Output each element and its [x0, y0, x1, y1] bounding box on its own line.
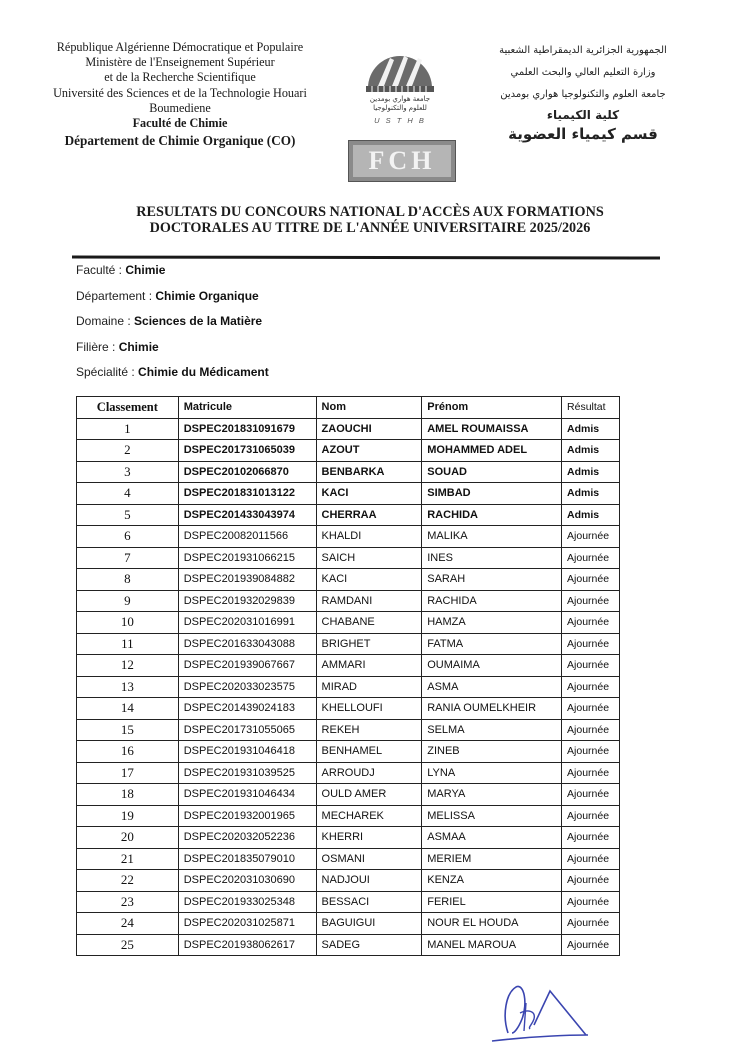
resultat-cell: Ajournée	[562, 784, 620, 806]
prenom-cell: MALIKA	[422, 526, 562, 548]
table-row	[77, 913, 620, 935]
resultat-cell: Ajournée	[562, 913, 620, 935]
usthb-arabic-line-2: للعلوم والتكنولوجيا	[373, 104, 427, 112]
matricule-cell: DSPEC201939067667	[178, 655, 316, 677]
rank-cell: 20	[77, 827, 179, 849]
matricule-cell: DSPEC202032052236	[178, 827, 316, 849]
table-row	[77, 590, 620, 612]
title-line-2: DOCTORALES AU TITRE DE L'ANNÉE UNIVERSITAIRE 2025/2026	[149, 220, 591, 236]
header-republic-ar: الجمهورية الجزائرية الديمقراطية الشعبية	[499, 45, 667, 56]
resultat-cell: Ajournée	[562, 891, 620, 913]
matricule-cell: DSPEC202031030690	[178, 870, 316, 892]
prenom-cell: MOHAMMED ADEL	[422, 440, 562, 462]
table-header-row	[77, 397, 620, 419]
table-row	[77, 741, 620, 763]
results-table	[76, 396, 620, 956]
header-matricule: Matricule	[178, 397, 316, 419]
nom-cell: CHABANE	[316, 612, 422, 634]
document-title	[70, 204, 670, 236]
table-row	[77, 418, 620, 440]
table-row	[77, 461, 620, 483]
resultat-cell: Admis	[562, 461, 620, 483]
rank-cell: 1	[77, 418, 179, 440]
prenom-cell: HAMZA	[422, 612, 562, 634]
matricule-cell: DSPEC201931066215	[178, 547, 316, 569]
prenom-cell: SIMBAD	[422, 483, 562, 505]
rank-cell: 23	[77, 891, 179, 913]
prenom-cell: INES	[422, 547, 562, 569]
info-value: Chimie	[118, 339, 159, 354]
prenom-cell: KENZA	[422, 870, 562, 892]
table-row	[77, 891, 620, 913]
matricule-cell: DSPEC201831091679	[178, 418, 316, 440]
resultat-cell: Ajournée	[562, 762, 620, 784]
rank-cell: 6	[77, 526, 179, 548]
table-row	[77, 848, 620, 870]
resultat-cell: Ajournée	[562, 612, 620, 634]
header-department: Département de Chimie Organique (CO)	[64, 133, 296, 149]
nom-cell: BAGUIGUI	[316, 913, 422, 935]
prenom-cell: MARYA	[422, 784, 562, 806]
matricule-cell: DSPEC201932001965	[178, 805, 316, 827]
rank-cell: 2	[77, 440, 179, 462]
header-faculty-ar: كلية الكيمياء	[546, 108, 620, 122]
rank-cell: 21	[77, 848, 179, 870]
nom-cell: OSMANI	[316, 848, 422, 870]
header-right-block	[468, 40, 698, 144]
matricule-cell: DSPEC201633043088	[178, 633, 316, 655]
rank-cell: 3	[77, 461, 179, 483]
rank-cell: 11	[77, 633, 179, 655]
nom-cell: MECHAREK	[316, 805, 422, 827]
matricule-cell: DSPEC202033023575	[178, 676, 316, 698]
table-body	[77, 418, 620, 956]
header-university: Université des Sciences et de la Technologie Houari	[53, 85, 307, 100]
table-row	[77, 805, 620, 827]
rank-cell: 24	[77, 913, 179, 935]
prenom-cell: NOUR EL HOUDA	[422, 913, 562, 935]
rank-cell: 9	[77, 590, 179, 612]
info-label: Filière :	[76, 339, 119, 354]
resultat-cell: Ajournée	[562, 655, 620, 677]
matricule-cell: DSPEC201731065039	[178, 440, 316, 462]
info-field	[76, 339, 269, 365]
prenom-cell: MELISSA	[422, 805, 562, 827]
nom-cell: KHELLOUFI	[316, 698, 422, 720]
matricule-cell: DSPEC201931046418	[178, 741, 316, 763]
info-specialty	[76, 364, 269, 390]
rank-cell: 19	[77, 805, 179, 827]
table-row	[77, 655, 620, 677]
matricule-cell: DSPEC202031016991	[178, 612, 316, 634]
title-divider	[72, 255, 660, 259]
nom-cell: SAICH	[316, 547, 422, 569]
usthb-letters: U S T H B	[374, 116, 426, 125]
matricule-cell: DSPEC201831013122	[178, 483, 316, 505]
table-row	[77, 504, 620, 526]
table-row	[77, 719, 620, 741]
header-university-2: Boumediene	[149, 100, 211, 115]
resultat-cell: Admis	[562, 504, 620, 526]
info-department	[76, 288, 269, 314]
matricule-cell: DSPEC201938062617	[178, 934, 316, 956]
nom-cell: KHERRI	[316, 827, 422, 849]
resultat-cell: Ajournée	[562, 934, 620, 956]
info-label: Département :	[76, 288, 156, 303]
table-row	[77, 784, 620, 806]
header-university-ar: جامعة العلوم والتكنولوجيا هواري بومدين	[500, 89, 666, 100]
rank-cell: 18	[77, 784, 179, 806]
header-republic: République Algérienne Démocratique et Populaire	[56, 40, 304, 54]
prenom-cell: RANIA OUMELKHEIR	[422, 698, 562, 720]
info-value: Chimie	[125, 263, 166, 277]
nom-cell: CHERRAA	[316, 504, 422, 526]
nom-cell: ZAOUCHI	[316, 418, 422, 440]
prenom-cell: RACHIDA	[422, 590, 562, 612]
usthb-arabic-line-1: جامعة هواري بومدين	[369, 95, 431, 103]
resultat-cell: Ajournée	[562, 719, 620, 741]
rank-cell: 12	[77, 655, 179, 677]
prenom-cell: ASMA	[422, 676, 562, 698]
rank-cell: 7	[77, 547, 179, 569]
rank-cell: 4	[77, 483, 179, 505]
resultat-cell: Ajournée	[562, 827, 620, 849]
matricule-cell: DSPEC201931039525	[178, 762, 316, 784]
rank-cell: 22	[77, 870, 179, 892]
rank-cell: 25	[77, 934, 179, 956]
header-rank: Classement	[77, 397, 179, 419]
header-ministry-2: et de la Recherche Scientifique	[104, 70, 256, 85]
fch-logo-text: FCH	[368, 146, 436, 175]
nom-cell: KACI	[316, 483, 422, 505]
nom-cell: MIRAD	[316, 676, 422, 698]
nom-cell: SADEG	[316, 934, 422, 956]
program-info	[76, 262, 269, 390]
rank-cell: 16	[77, 741, 179, 763]
rank-cell: 10	[77, 612, 179, 634]
header-prenom: Prénom	[422, 397, 562, 419]
table-row	[77, 698, 620, 720]
table-row	[77, 870, 620, 892]
header-left-block	[30, 40, 330, 148]
matricule-cell: DSPEC201439024183	[178, 698, 316, 720]
signature	[488, 975, 598, 1045]
matricule-cell: DSPEC20082011566	[178, 526, 316, 548]
rank-cell: 5	[77, 504, 179, 526]
rank-cell: 8	[77, 569, 179, 591]
prenom-cell: ASMAA	[422, 827, 562, 849]
prenom-cell: AMEL ROUMAISSA	[422, 418, 562, 440]
usthb-logo	[350, 40, 450, 130]
prenom-cell: MERIEM	[422, 848, 562, 870]
prenom-cell: RACHIDA	[422, 504, 562, 526]
info-value: Sciences de la Matière	[134, 314, 263, 328]
title-line-1: RESULTATS DU CONCOURS NATIONAL D'ACCÈS AUX FORMATIONS	[136, 204, 604, 220]
header-ministry: Ministère de l'Enseignement Supérieur	[85, 55, 275, 70]
nom-cell: REKEH	[316, 719, 422, 741]
nom-cell: BRIGHET	[316, 633, 422, 655]
table-row	[77, 633, 620, 655]
resultat-cell: Ajournée	[562, 526, 620, 548]
table-row	[77, 827, 620, 849]
nom-cell: ARROUDJ	[316, 762, 422, 784]
resultat-cell: Ajournée	[562, 698, 620, 720]
table-row	[77, 440, 620, 462]
prenom-cell: FATMA	[422, 633, 562, 655]
nom-cell: BENBARKA	[316, 461, 422, 483]
matricule-cell: DSPEC20102066870	[178, 461, 316, 483]
prenom-cell: LYNA	[422, 762, 562, 784]
signature-icon	[488, 975, 598, 1045]
table-row	[77, 762, 620, 784]
info-label: Spécialité :	[76, 365, 139, 379]
matricule-cell: DSPEC201835079010	[178, 848, 316, 870]
nom-cell: BESSACI	[316, 891, 422, 913]
resultat-cell: Ajournée	[562, 741, 620, 763]
table-row	[77, 569, 620, 591]
nom-cell: KACI	[316, 569, 422, 591]
prenom-cell: OUMAIMA	[422, 655, 562, 677]
prenom-cell: ZINEB	[422, 741, 562, 763]
usthb-arabic-name	[350, 95, 450, 113]
header-resultat: Résultat	[562, 397, 620, 419]
nom-cell: NADJOUI	[316, 870, 422, 892]
table-row	[77, 676, 620, 698]
resultat-cell: Ajournée	[562, 805, 620, 827]
resultat-cell: Admis	[562, 483, 620, 505]
prenom-cell: MANEL MAROUA	[422, 934, 562, 956]
prenom-cell: SOUAD	[422, 461, 562, 483]
info-faculty	[76, 262, 269, 288]
nom-cell: RAMDANI	[316, 590, 422, 612]
prenom-cell: SARAH	[422, 569, 562, 591]
matricule-cell: DSPEC201939084882	[178, 569, 316, 591]
rank-cell: 14	[77, 698, 179, 720]
resultat-cell: Ajournée	[562, 848, 620, 870]
header-faculty: Faculté de Chimie	[132, 116, 228, 131]
matricule-cell: DSPEC201932029839	[178, 590, 316, 612]
info-value: Chimie du Médicament	[138, 365, 269, 379]
prenom-cell: FERIEL	[422, 891, 562, 913]
header-nom: Nom	[316, 397, 422, 419]
resultat-cell: Ajournée	[562, 633, 620, 655]
table-row	[77, 547, 620, 569]
resultat-cell: Ajournée	[562, 676, 620, 698]
resultat-cell: Ajournée	[562, 590, 620, 612]
header-department-ar: قسم كيمياء العضوية	[508, 125, 658, 143]
nom-cell: BENHAMEL	[316, 741, 422, 763]
nom-cell: AZOUT	[316, 440, 422, 462]
resultat-cell: Admis	[562, 418, 620, 440]
info-label: Faculté :	[76, 263, 126, 277]
info-domain	[76, 313, 269, 339]
header-ministry-ar: وزارة التعليم العالي والبحث العلمي	[510, 67, 656, 78]
nom-cell: OULD AMER	[316, 784, 422, 806]
matricule-cell: DSPEC201731055065	[178, 719, 316, 741]
resultat-cell: Ajournée	[562, 547, 620, 569]
prenom-cell: SELMA	[422, 719, 562, 741]
fch-logo	[348, 140, 456, 182]
matricule-cell: DSPEC201933025348	[178, 891, 316, 913]
rank-cell: 15	[77, 719, 179, 741]
rank-cell: 13	[77, 676, 179, 698]
resultat-cell: Admis	[562, 440, 620, 462]
table-row	[77, 526, 620, 548]
matricule-cell: DSPEC202031025871	[178, 913, 316, 935]
info-value: Chimie Organique	[155, 288, 259, 303]
resultat-cell: Ajournée	[562, 870, 620, 892]
matricule-cell: DSPEC201931046434	[178, 784, 316, 806]
resultat-cell: Ajournée	[562, 569, 620, 591]
rank-cell: 17	[77, 762, 179, 784]
matricule-cell: DSPEC201433043974	[178, 504, 316, 526]
table-row	[77, 483, 620, 505]
nom-cell: AMMARI	[316, 655, 422, 677]
table-row	[77, 934, 620, 956]
info-label: Domaine :	[76, 314, 135, 328]
table-row	[77, 612, 620, 634]
nom-cell: KHALDI	[316, 526, 422, 548]
